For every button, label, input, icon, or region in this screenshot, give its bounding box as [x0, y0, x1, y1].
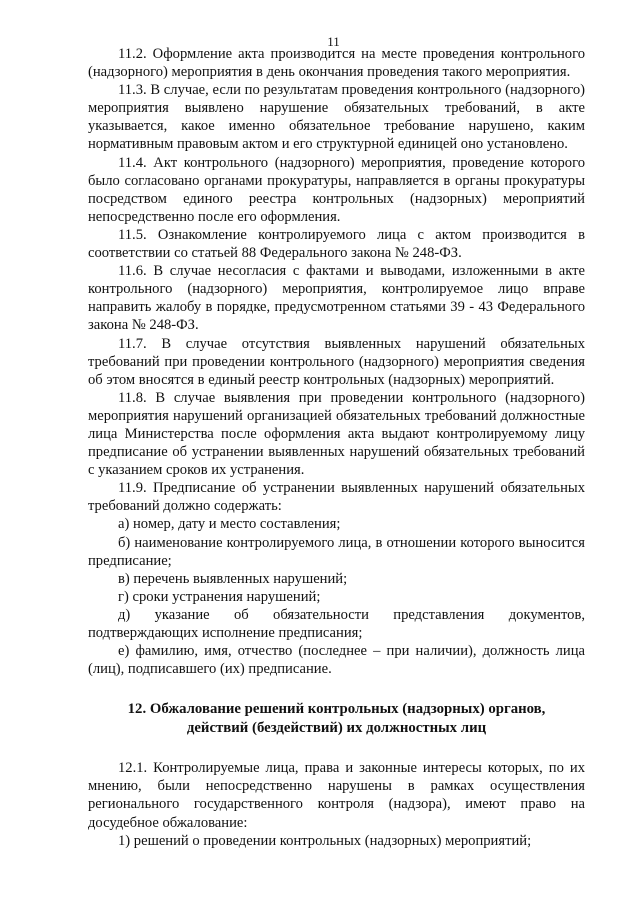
list-item-b: б) наименование контролируемого лица, в отношении которого выносится предписание;	[88, 534, 585, 569]
paragraph-11-3: 11.3. В случае, если по результатам проведения контрольного (надзорного) мероприятия выявлено нарушение обязательных требований, в акте указывается, какое именно обязательное требование нарушено, каким нормативным правовым актом и его структурной единицей оно установлено.	[88, 82, 585, 153]
section-heading-line-1: 12. Обжалование решений контрольных (надзорных) органов,	[127, 701, 546, 718]
list-item-d: д) указание об обязательности представления документов, подтверждающих исполнение предписания;	[88, 606, 585, 641]
paragraph-11-7: 11.7. В случае отсутствия выявленных нарушений обязательных требований при проведении контрольного (надзорного) мероприятия сведения об этом вносятся в единый реестр контрольных (надзорных) мероприятий.	[88, 335, 585, 388]
list-item-e: е) фамилию, имя, отчество (последнее – при наличии), должность лица (лиц), подписавшего (их) предписание.	[88, 643, 585, 678]
section-heading-12	[88, 700, 585, 737]
paragraph-11-4: 11.4. Акт контрольного (надзорного) мероприятия, проведение которого было согласовано органами прокуратуры, направляется в органы прокуратуры посредством единого реестра контрольных (надзорных) мероприятий непосредственно после его оформления.	[88, 154, 585, 225]
paragraph-11-9: 11.9. Предписание об устранении выявленных нарушений обязательных требований должно содержать:	[88, 480, 585, 515]
paragraph-11-5: 11.5. Ознакомление контролируемого лица с актом производится в соответствии со статьей 88 Федерального закона № 248-ФЗ.	[88, 226, 585, 262]
paragraph-11-2: 11.2. Оформление акта производится на месте проведения контрольного (надзорного) мероприятия в день окончания проведения такого мероприятия.	[88, 46, 585, 81]
section-heading-line-2: действий (бездействий) их должностных лиц	[186, 719, 487, 736]
list-item-v: в) перечень выявленных нарушений;	[118, 570, 348, 587]
paragraph-11-6: 11.6. В случае несогласия с фактами и выводами, изложенными в акте контрольного (надзорного) мероприятия, контролируемое лицо вправе направить жалобу в порядке, предусмотренном статьями 39 - 43 Федерального закона № 248-ФЗ.	[88, 263, 585, 334]
page-number: 11	[327, 34, 340, 49]
document-body	[88, 45, 585, 850]
paragraph-12-1: 12.1. Контролируемые лица, права и законные интересы которых, по их мнению, были непосредственно нарушены в рамках осуществления регионального государственного контроля (надзора), имеют право на досудебное обжалование:	[88, 760, 585, 831]
list-item-g: г) сроки устранения нарушений;	[118, 588, 321, 605]
paragraph-12-1-item-1: 1) решений о проведении контрольных (надзорных) мероприятий;	[118, 832, 532, 849]
paragraph-11-8: 11.8. В случае выявления при проведении контрольного (надзорного) мероприятия нарушений организацией обязательных требований должностные лица Министерства после оформления акта выдают контролируемому лицу предписание об устранении выявленных нарушений обязательных требований с указанием сроков их устранения.	[88, 389, 585, 479]
list-item-a: а) номер, дату и место составления;	[118, 516, 341, 533]
